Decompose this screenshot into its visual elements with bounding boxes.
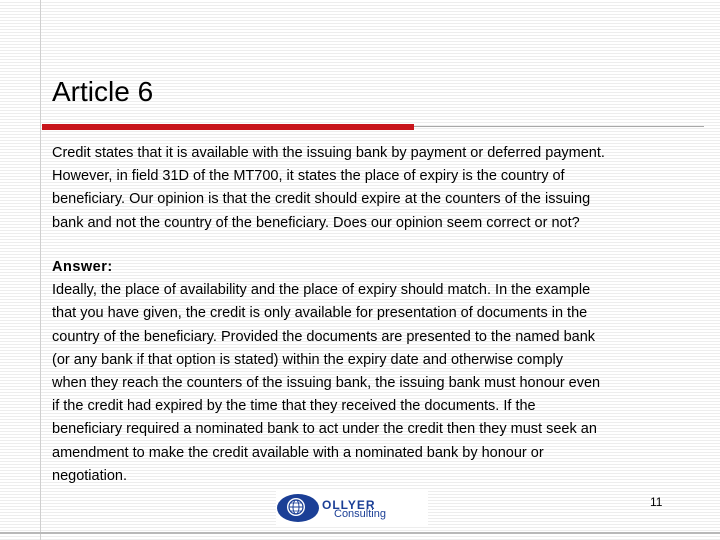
logo-wordmark: OLLYER — [322, 498, 376, 512]
question-line: beneficiary. Our opinion is that the credit should expire at the counters of the issuing — [52, 191, 591, 208]
title-underline-accent — [42, 124, 414, 130]
answer-line: when they reach the counters of the issuing bank, the issuing bank must honour even — [52, 375, 601, 392]
answer-line: country of the beneficiary. Provided the documents are presented to the named bank — [52, 328, 596, 345]
globe-icon — [276, 491, 322, 525]
slide-title: Article 6 — [52, 76, 154, 107]
question-line: Credit states that it is available with the issuing bank by payment or deferred payment. — [52, 145, 605, 161]
answer-line: Ideally, the place of availability and the place of expiry should match. In the example — [52, 282, 591, 299]
footer-rule — [0, 532, 720, 534]
title-underline-rule — [414, 126, 704, 127]
question-paragraph — [52, 142, 672, 235]
answer-line: beneficiary required a nominated bank to act under the credit then they must seek an — [52, 421, 597, 438]
page-number: 11 — [650, 495, 663, 509]
answer-line: that you have given, the credit is only available for presentation of documents in the — [52, 305, 588, 322]
collyer-consulting-logo — [276, 491, 428, 525]
answer-line: (or any bank if that option is stated) within the expiry date and otherwise comply — [52, 351, 563, 368]
left-margin-rule — [40, 0, 41, 540]
question-line: bank and not the country of the beneficiary. Does our opinion seem correct or not? — [52, 214, 580, 231]
answer-line: negotiation. — [52, 467, 127, 484]
logo-tagline: Consulting — [334, 508, 386, 520]
answer-label: Answer: — [52, 259, 113, 275]
answer-line: amendment to make the credit available with a nominated bank by honour or — [52, 444, 544, 461]
question-line: However, in field 31D of the MT700, it states the place of expiry is the country of — [52, 168, 565, 185]
answer-line: if the credit had expired by the time that they received the documents. If the — [52, 398, 536, 415]
answer-paragraph — [52, 256, 672, 488]
